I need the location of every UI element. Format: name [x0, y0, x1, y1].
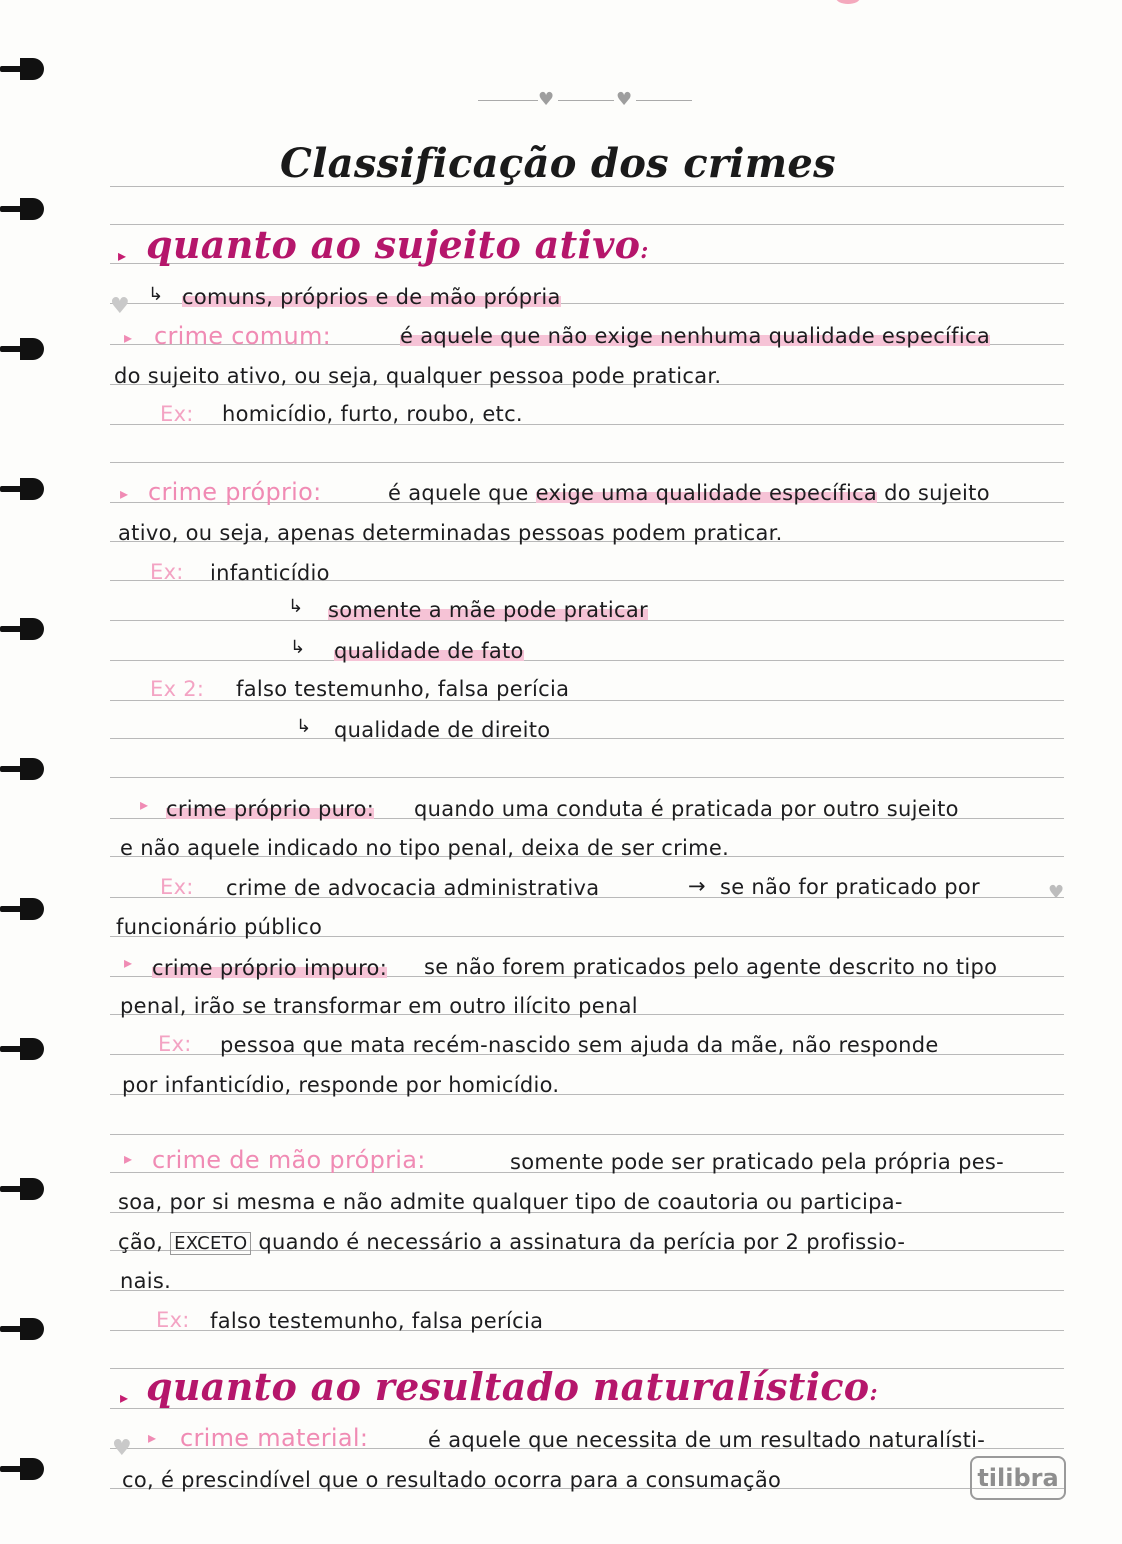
puro-line1: quando uma conduta é praticada por outro sujeito	[414, 797, 959, 821]
label-crime-comum: crime comum:	[154, 322, 332, 350]
impuro-example: pessoa que mata recém-nascido sem ajuda da mãe, não responde	[220, 1033, 939, 1057]
ex-label: Ex:	[150, 560, 184, 584]
material-line2: co, é prescindível que o resultado ocorra para a consumação	[122, 1468, 782, 1492]
binder-ring	[0, 1458, 46, 1480]
proprio-line2: ativo, ou seja, apenas determinadas pessoas podem praticar.	[118, 521, 783, 545]
proprio-line1: é aquele que exige uma qualidade específica do sujeito	[388, 481, 990, 505]
comum-line2: do sujeito ativo, ou seja, qualquer pessoa pode praticar.	[114, 364, 722, 388]
impuro-line4: por infanticídio, responde por homicídio.	[122, 1073, 560, 1097]
ruled-line	[110, 1290, 1064, 1291]
puro-example: crime de advocacia administrativa	[226, 876, 600, 900]
section-heading-sujeito-ativo: quanto ao sujeito ativo:	[146, 222, 649, 267]
binder-ring	[0, 58, 46, 80]
heart-icon: ♥	[616, 89, 633, 110]
label-crime-material: crime material:	[180, 1424, 369, 1452]
divider-line	[558, 100, 614, 101]
heart-icon: ♥	[112, 1436, 132, 1461]
page-title: Classificação dos crimes	[280, 140, 836, 187]
ruled-line	[110, 777, 1064, 778]
impuro-line1: se não forem praticados pelo agente descrito no tipo	[424, 955, 998, 979]
puro-line2: e não aquele indicado no tipo penal, deixa de ser crime.	[120, 836, 730, 860]
binder-ring	[0, 1318, 46, 1340]
triangle-bullet-icon: ▸	[120, 484, 129, 503]
heart-icon: ♥	[110, 294, 130, 319]
pink-mark	[836, 0, 860, 4]
proprio-sub2: qualidade de fato	[334, 639, 524, 663]
comum-line1: é aquele que não exige nenhuma qualidade específica	[400, 324, 991, 348]
ex-label: Ex:	[158, 1032, 192, 1056]
ruled-line	[110, 462, 1064, 463]
puro-example-cont: se não for praticado por	[720, 875, 980, 899]
ruled-line	[110, 738, 1064, 739]
maopropria-line4: nais.	[120, 1269, 172, 1293]
tilibra-logo: tilibra	[970, 1456, 1066, 1500]
binder-ring	[0, 1178, 46, 1200]
triangle-bullet-icon: ▸	[118, 246, 127, 265]
triangle-bullet-icon: ▸	[124, 953, 133, 972]
proprio-sub3: qualidade de direito	[334, 718, 551, 742]
types-line: comuns, próprios e de mão própria	[182, 285, 561, 309]
triangle-bullet-icon: ▸	[148, 1428, 157, 1447]
triangle-bullet-icon: ▸	[120, 1388, 129, 1407]
ex-label: Ex:	[156, 1308, 190, 1332]
binder-ring	[0, 618, 46, 640]
maopropria-line3: ção, EXCETO quando é necessário a assinatura da perícia por 2 profissio-	[118, 1230, 906, 1254]
arrow-curved-icon: ↳	[290, 637, 306, 658]
triangle-bullet-icon: ▸	[124, 328, 133, 347]
label-crime-proprio-impuro: crime próprio impuro:	[152, 956, 388, 980]
heart-icon: ♥	[1048, 882, 1065, 903]
ruled-line	[110, 1134, 1064, 1135]
impuro-line2: penal, irão se transformar em outro ilícito penal	[120, 994, 638, 1018]
arrow-curved-icon: ↳	[288, 596, 304, 617]
triangle-bullet-icon: ▸	[140, 795, 149, 814]
section-heading-resultado-naturalistico: quanto ao resultado naturalístico:	[146, 1364, 878, 1409]
label-crime-mao-propria: crime de mão própria:	[152, 1146, 426, 1174]
exceto-badge: EXCETO	[170, 1232, 251, 1255]
heart-icon: ♥	[538, 89, 555, 110]
ex-label: Ex:	[160, 402, 194, 426]
ex-label: Ex:	[160, 875, 194, 899]
arrow-right-icon: →	[688, 874, 706, 898]
ex2-label: Ex 2:	[150, 677, 205, 701]
binder-ring	[0, 898, 46, 920]
triangle-bullet-icon: ▸	[124, 1149, 133, 1168]
binder-ring	[0, 338, 46, 360]
material-line1: é aquele que necessita de um resultado naturalísti-	[428, 1428, 986, 1452]
arrow-curved-icon: ↳	[296, 716, 312, 737]
proprio-example2: falso testemunho, falsa perícia	[236, 677, 570, 701]
label-crime-proprio: crime próprio:	[148, 478, 322, 506]
proprio-example: infanticídio	[210, 561, 330, 585]
label-crime-proprio-puro: crime próprio puro:	[166, 797, 375, 821]
binder-ring	[0, 198, 46, 220]
divider-line	[478, 100, 538, 101]
comum-example: homicídio, furto, roubo, etc.	[222, 402, 523, 426]
ruled-line	[110, 660, 1064, 661]
maopropria-example: falso testemunho, falsa perícia	[210, 1309, 544, 1333]
divider-line	[636, 100, 692, 101]
maopropria-line2: soa, por si mesma e não admite qualquer tipo de coautoria ou participa-	[118, 1190, 903, 1214]
maopropria-line1: somente pode ser praticado pela própria pes-	[510, 1150, 1005, 1174]
binder-ring	[0, 478, 46, 500]
binder-ring	[0, 1038, 46, 1060]
puro-line4: funcionário público	[116, 915, 323, 939]
proprio-sub1: somente a mãe pode praticar	[328, 598, 648, 622]
binder-ring	[0, 758, 46, 780]
arrow-curved-icon: ↳	[148, 284, 164, 305]
